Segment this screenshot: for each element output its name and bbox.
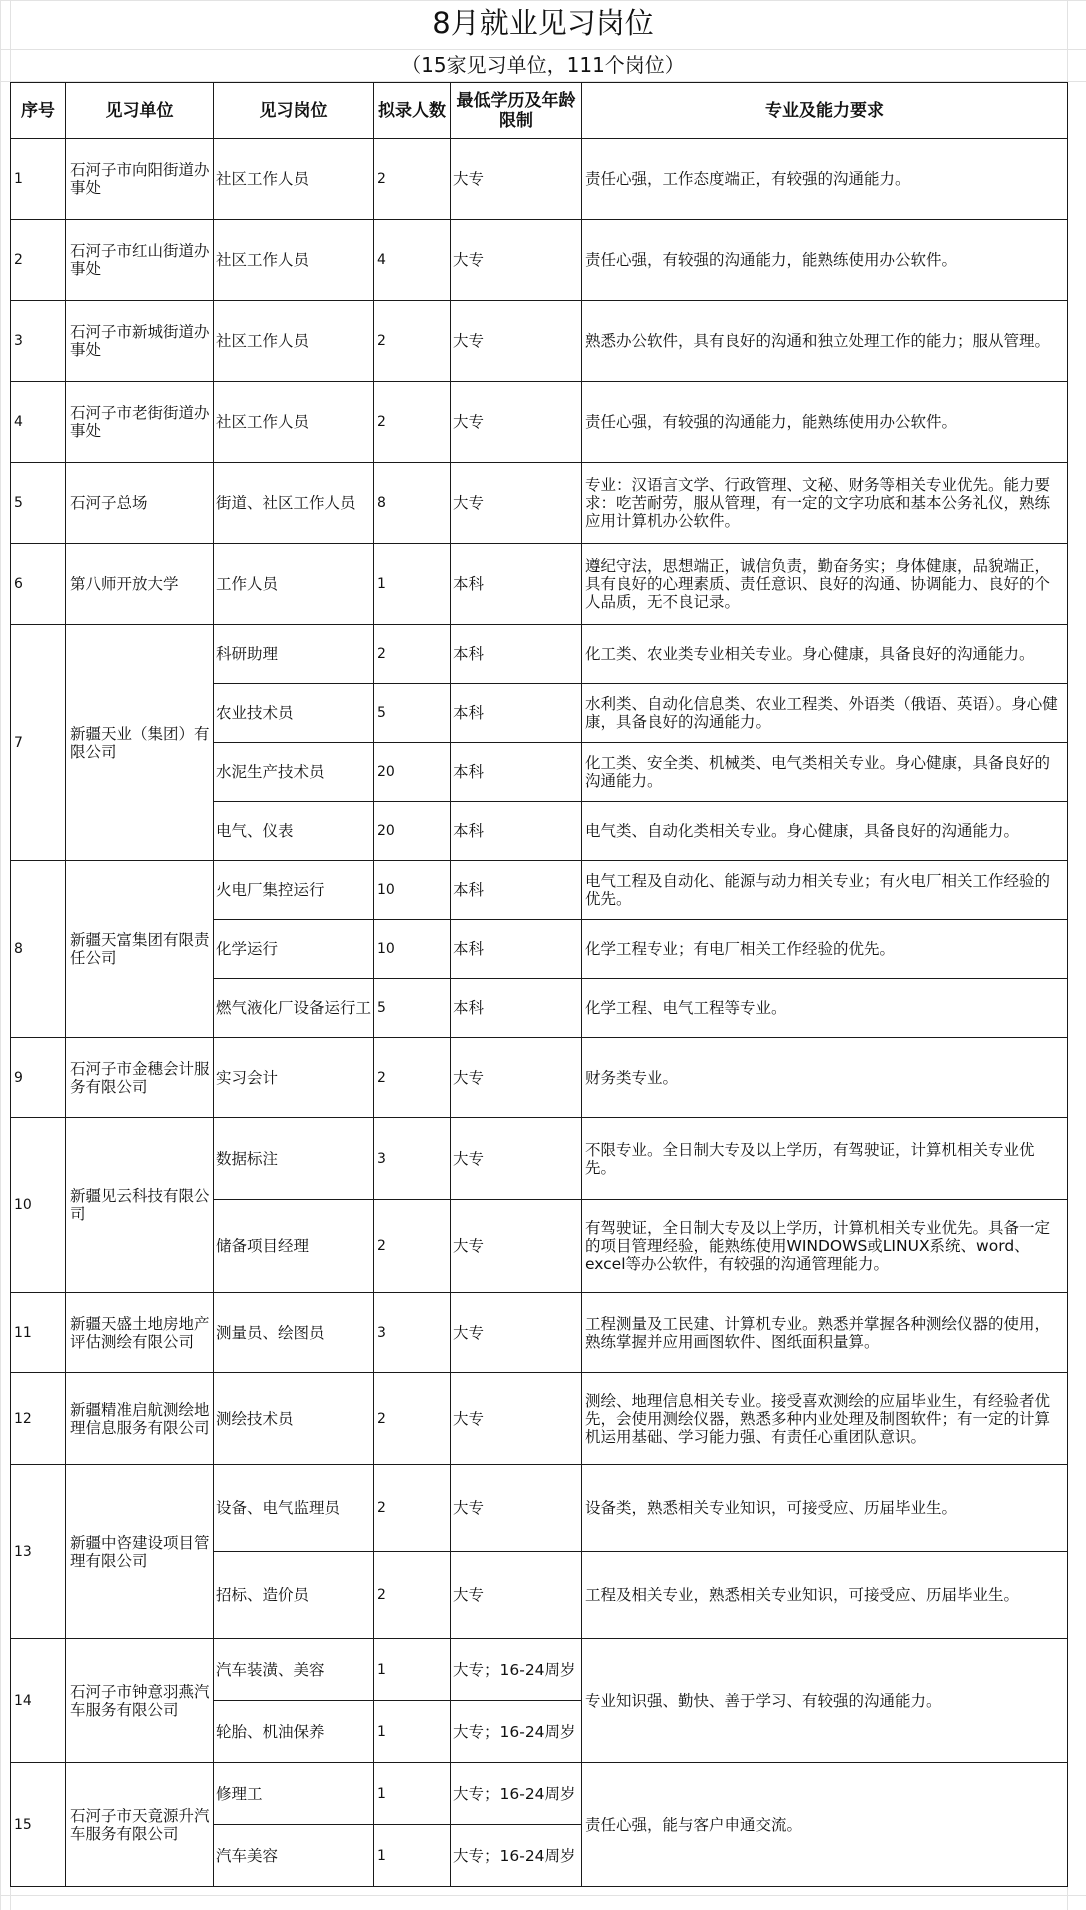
cell-count: 3 <box>374 1293 451 1373</box>
header-edu: 最低学历及年龄限制 <box>451 83 582 139</box>
cell-no: 11 <box>11 1293 66 1373</box>
cell-req: 化学工程专业；有电厂相关工作经验的优先。 <box>582 920 1068 979</box>
cell-position: 火电厂集控运行 <box>214 861 374 920</box>
cell-count: 4 <box>374 220 451 301</box>
cell-position: 社区工作人员 <box>214 382 374 463</box>
cell-edu: 本科 <box>451 979 582 1038</box>
cell-unit: 新疆天业（集团）有限公司 <box>66 625 214 861</box>
cell-edu: 大专 <box>451 1373 582 1465</box>
table-row <box>11 1118 1068 1200</box>
cell-position: 科研助理 <box>214 625 374 684</box>
cell-edu: 大专；16-24周岁 <box>451 1639 582 1701</box>
cell-req: 责任心强，有较强的沟通能力，能熟练使用办公软件。 <box>582 220 1068 301</box>
cell-no: 7 <box>11 625 66 861</box>
cell-req: 工程及相关专业，熟悉相关专业知识，可接受应、历届毕业生。 <box>582 1552 1068 1639</box>
cell-count: 5 <box>374 684 451 743</box>
cell-count: 8 <box>374 463 451 544</box>
cell-position: 工作人员 <box>214 544 374 625</box>
cell-req: 责任心强，工作态度端正，有较强的沟通能力。 <box>582 139 1068 220</box>
cell-position: 汽车美容 <box>214 1825 374 1887</box>
cell-req: 电气工程及自动化、能源与动力相关专业；有火电厂相关工作经验的优先。 <box>582 861 1068 920</box>
cell-position: 街道、社区工作人员 <box>214 463 374 544</box>
cell-edu: 大专 <box>451 1293 582 1373</box>
cell-no: 8 <box>11 861 66 1038</box>
cell-no: 2 <box>11 220 66 301</box>
cell-count: 2 <box>374 139 451 220</box>
cell-count: 2 <box>374 301 451 382</box>
cell-count: 10 <box>374 920 451 979</box>
header-req: 专业及能力要求 <box>582 83 1068 139</box>
cell-edu: 大专 <box>451 1038 582 1118</box>
cell-req: 测绘、地理信息相关专业。接受喜欢测绘的应届毕业生，有经验者优先，会使用测绘仪器，熟悉多种内业处理及制图软件；有一定的计算机运用基础、学习能力强、有责任心重团队意识。 <box>582 1373 1068 1465</box>
page-subtitle: （15家见习单位，111个岗位） <box>401 53 685 77</box>
cell-count: 1 <box>374 1639 451 1701</box>
table-row <box>11 1038 1068 1118</box>
cell-unit: 新疆精准启航测绘地理信息服务有限公司 <box>66 1373 214 1465</box>
cell-no: 1 <box>11 139 66 220</box>
cell-position: 实习会计 <box>214 1038 374 1118</box>
cell-count: 2 <box>374 1038 451 1118</box>
cell-edu: 本科 <box>451 544 582 625</box>
cell-count: 2 <box>374 625 451 684</box>
cell-edu: 大专 <box>451 1465 582 1552</box>
cell-edu: 大专 <box>451 1552 582 1639</box>
cell-count: 3 <box>374 1118 451 1200</box>
cell-count: 10 <box>374 861 451 920</box>
cell-edu: 大专；16-24周岁 <box>451 1701 582 1763</box>
cell-req: 财务类专业。 <box>582 1038 1068 1118</box>
cell-unit: 石河子总场 <box>66 463 214 544</box>
cell-req: 不限专业。全日制大专及以上学历，有驾驶证，计算机相关专业优先。 <box>582 1118 1068 1200</box>
cell-req: 专业：汉语言文学、行政管理、文秘、财务等相关专业优先。能力要求：吃苦耐劳，服从管理，有一定的文字功底和基本公务礼仪，熟练应用计算机办公软件。 <box>582 463 1068 544</box>
cell-position: 化学运行 <box>214 920 374 979</box>
cell-count: 5 <box>374 979 451 1038</box>
cell-unit: 新疆天富集团有限责任公司 <box>66 861 214 1038</box>
header-no: 序号 <box>11 83 66 139</box>
cell-position: 招标、造价员 <box>214 1552 374 1639</box>
cell-count: 2 <box>374 382 451 463</box>
cell-edu: 大专 <box>451 1200 582 1293</box>
cell-count: 20 <box>374 743 451 802</box>
cell-unit: 石河子市天竟源升汽车服务有限公司 <box>66 1763 214 1887</box>
header-count: 拟录人数 <box>374 83 451 139</box>
cell-count: 2 <box>374 1200 451 1293</box>
cell-position: 农业技术员 <box>214 684 374 743</box>
cell-position: 测量员、绘图员 <box>214 1293 374 1373</box>
cell-req: 责任心强，能与客户申通交流。 <box>582 1763 1068 1887</box>
cell-req: 工程测量及工民建、计算机专业。熟悉并掌握各种测绘仪器的使用，熟练掌握并应用画图软件、图纸面积量算。 <box>582 1293 1068 1373</box>
cell-position: 电气、仪表 <box>214 802 374 861</box>
cell-req: 化学工程、电气工程等专业。 <box>582 979 1068 1038</box>
cell-no: 3 <box>11 301 66 382</box>
table-row <box>11 625 1068 684</box>
cell-edu: 本科 <box>451 861 582 920</box>
table-header-row <box>11 83 1068 139</box>
table-row <box>11 1465 1068 1552</box>
cell-no: 10 <box>11 1118 66 1293</box>
table-row <box>11 1293 1068 1373</box>
cell-req: 化工类、安全类、机械类、电气类相关专业。身心健康，具备良好的沟通能力。 <box>582 743 1068 802</box>
cell-position: 修理工 <box>214 1763 374 1825</box>
cell-edu: 大专 <box>451 301 582 382</box>
table-row <box>11 1763 1068 1825</box>
cell-edu: 大专 <box>451 139 582 220</box>
cell-unit: 新疆见云科技有限公司 <box>66 1118 214 1293</box>
cell-count: 1 <box>374 544 451 625</box>
cell-position: 社区工作人员 <box>214 220 374 301</box>
cell-unit: 石河子市钟意羽燕汽车服务有限公司 <box>66 1639 214 1763</box>
cell-position: 燃气液化厂设备运行工 <box>214 979 374 1038</box>
cell-count: 2 <box>374 1465 451 1552</box>
cell-req: 有驾驶证，全日制大专及以上学历，计算机相关专业优先。具备一定的项目管理经验，能熟练使用WINDOWS或LINUX系统、word、excel等办公软件，有较强的沟通管理能力。 <box>582 1200 1068 1293</box>
header-unit: 见习单位 <box>66 83 214 139</box>
cell-position: 水泥生产技术员 <box>214 743 374 802</box>
page-title: 8月就业见习岗位 <box>432 6 654 40</box>
cell-edu: 大专 <box>451 382 582 463</box>
cell-unit: 新疆中咨建设项目管理有限公司 <box>66 1465 214 1639</box>
cell-unit: 第八师开放大学 <box>66 544 214 625</box>
cell-count: 1 <box>374 1763 451 1825</box>
cell-no: 15 <box>11 1763 66 1887</box>
cell-count: 1 <box>374 1825 451 1887</box>
cell-position: 汽车装潢、美容 <box>214 1639 374 1701</box>
cell-unit: 石河子市向阳街道办事处 <box>66 139 214 220</box>
cell-edu: 大专 <box>451 220 582 301</box>
table-row <box>11 1373 1068 1465</box>
cell-req: 专业知识强、勤快、善于学习、有较强的沟通能力。 <box>582 1639 1068 1763</box>
cell-no: 13 <box>11 1465 66 1639</box>
cell-count: 1 <box>374 1701 451 1763</box>
header-position: 见习岗位 <box>214 83 374 139</box>
table-row <box>11 861 1068 920</box>
table-row <box>11 463 1068 544</box>
table-row <box>11 1639 1068 1701</box>
table-row <box>11 301 1068 382</box>
cell-no: 9 <box>11 1038 66 1118</box>
cell-edu: 本科 <box>451 920 582 979</box>
cell-unit: 石河子市新城街道办事处 <box>66 301 214 382</box>
cell-position: 数据标注 <box>214 1118 374 1200</box>
cell-edu: 大专；16-24周岁 <box>451 1825 582 1887</box>
cell-edu: 大专 <box>451 463 582 544</box>
cell-position: 社区工作人员 <box>214 139 374 220</box>
cell-unit: 石河子市金穗会计服务有限公司 <box>66 1038 214 1118</box>
cell-req: 电气类、自动化类相关专业。身心健康，具备良好的沟通能力。 <box>582 802 1068 861</box>
job-table <box>10 82 1068 1887</box>
cell-edu: 本科 <box>451 684 582 743</box>
cell-unit: 石河子市老街街道办事处 <box>66 382 214 463</box>
cell-req: 熟悉办公软件，具有良好的沟通和独立处理工作的能力；服从管理。 <box>582 301 1068 382</box>
cell-edu: 本科 <box>451 625 582 684</box>
cell-position: 轮胎、机油保养 <box>214 1701 374 1763</box>
cell-count: 2 <box>374 1373 451 1465</box>
cell-count: 20 <box>374 802 451 861</box>
cell-position: 社区工作人员 <box>214 301 374 382</box>
table-row <box>11 382 1068 463</box>
cell-edu: 本科 <box>451 743 582 802</box>
cell-unit: 新疆天盛土地房地产评估测绘有限公司 <box>66 1293 214 1373</box>
cell-edu: 大专 <box>451 1118 582 1200</box>
cell-position: 储备项目经理 <box>214 1200 374 1293</box>
cell-position: 测绘技术员 <box>214 1373 374 1465</box>
table-row <box>11 220 1068 301</box>
cell-req: 遵纪守法，思想端正，诚信负责，勤奋务实；身体健康，品貌端正，具有良好的心理素质、责任意识、良好的沟通、协调能力、良好的个人品质，无不良记录。 <box>582 544 1068 625</box>
cell-position: 设备、电气监理员 <box>214 1465 374 1552</box>
cell-no: 14 <box>11 1639 66 1763</box>
cell-count: 2 <box>374 1552 451 1639</box>
cell-req: 水利类、自动化信息类、农业工程类、外语类（俄语、英语）。身心健康，具备良好的沟通能力。 <box>582 684 1068 743</box>
cell-no: 12 <box>11 1373 66 1465</box>
cell-req: 化工类、农业类专业相关专业。身心健康，具备良好的沟通能力。 <box>582 625 1068 684</box>
table-row <box>11 139 1068 220</box>
cell-no: 6 <box>11 544 66 625</box>
table-row <box>11 544 1068 625</box>
cell-no: 4 <box>11 382 66 463</box>
cell-edu: 大专；16-24周岁 <box>451 1763 582 1825</box>
cell-req: 责任心强，有较强的沟通能力，能熟练使用办公软件。 <box>582 382 1068 463</box>
cell-unit: 石河子市红山街道办事处 <box>66 220 214 301</box>
cell-req: 设备类，熟悉相关专业知识，可接受应、历届毕业生。 <box>582 1465 1068 1552</box>
cell-no: 5 <box>11 463 66 544</box>
cell-edu: 本科 <box>451 802 582 861</box>
